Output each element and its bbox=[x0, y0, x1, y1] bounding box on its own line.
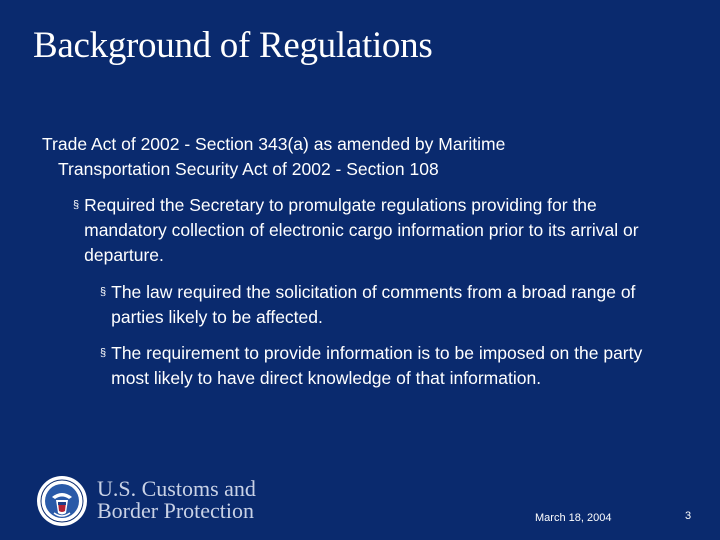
bullet-item-secretary bbox=[73, 193, 673, 268]
bullet-text: Required the Secretary to promulgate regulations providing for the mandatory collection of electronic cargo information prior to its arrival or departure. bbox=[84, 195, 639, 265]
org-line1: U.S. Customs and bbox=[97, 476, 256, 501]
bullet-text: The law required the solicitation of comments from a broad range of parties likely to be affected. bbox=[111, 282, 636, 327]
bullet-marker: § bbox=[100, 347, 107, 359]
bullet-marker: § bbox=[100, 286, 107, 298]
page-number: 3 bbox=[685, 510, 692, 522]
level1-line1: Trade Act of 2002 - Section 343(a) as amended by Maritime bbox=[42, 134, 506, 154]
dhs-seal-icon bbox=[36, 475, 88, 527]
bullet-item-solicitation bbox=[100, 280, 660, 330]
bullet-text: The requirement to provide information is to be imposed on the party most likely to have direct knowledge of that information. bbox=[111, 343, 643, 388]
level1-paragraph bbox=[42, 132, 682, 182]
organization-name bbox=[97, 478, 256, 522]
slide-title: Background of Regulations bbox=[33, 25, 433, 66]
bullet-item-requirement bbox=[100, 341, 660, 391]
slide-date: March 18, 2004 bbox=[535, 512, 612, 524]
level1-line2: Transportation Security Act of 2002 - Section 108 bbox=[58, 159, 439, 179]
org-line2: Border Protection bbox=[97, 498, 255, 523]
bullet-marker: § bbox=[73, 199, 80, 211]
